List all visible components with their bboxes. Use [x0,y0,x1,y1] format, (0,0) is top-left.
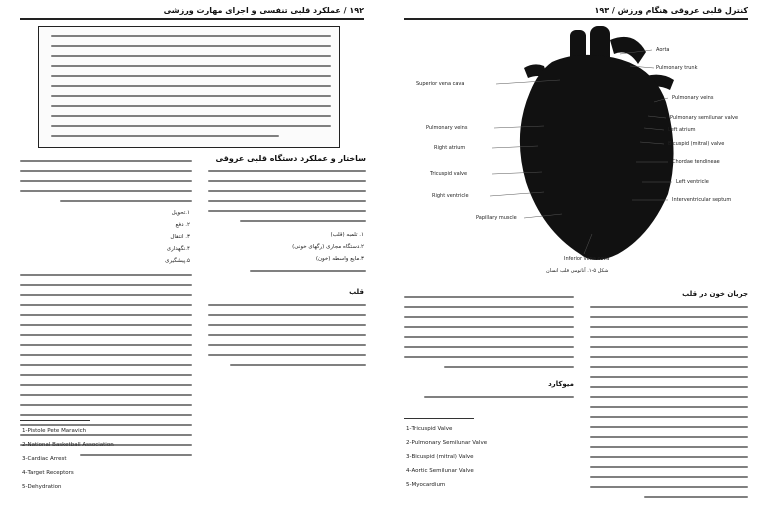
label-interventricular-septum: Interventricular septum [672,197,732,203]
text-line [590,426,748,428]
label-left-atrium: Left atrium [668,127,696,133]
text-line [590,416,748,418]
text-line [51,125,331,127]
list-item: ۱. تلمبه (قلب) [330,232,364,238]
footnote-num: 1 [22,428,26,434]
sidebar-box [38,26,340,148]
list-item: ۲.دستگاه مجاری (رگهای خونی) [292,244,364,250]
text-line [20,364,192,366]
text-line [51,95,331,97]
footnote: 3-Cardiac Arrest [22,456,67,462]
text-line [20,314,192,316]
text-line [208,180,366,182]
text-line [20,424,192,426]
text-line [51,115,331,117]
text-line [51,85,331,87]
text-line [60,200,192,202]
footnote-text: Pulmonary Semilunar Valve [411,440,488,446]
text-line [404,356,574,358]
text-line [208,170,366,172]
text-line [51,55,331,57]
text-line [590,346,748,348]
numbered-item: ۳. انتقال [170,234,190,240]
label-bicuspid-valve: Bicuspid (mitral) valve [668,141,725,147]
footnote: 1-Tricuspid Valve [406,426,453,432]
text-line [590,316,748,318]
text-line [20,304,192,306]
label-pulmonary-trunk: Pulmonary trunk [656,65,698,71]
text-line [51,35,331,37]
footnote-text: Pistole Pete Maravich [27,428,87,434]
text-line [404,316,574,318]
label-left-ventricle: Left ventricle [676,179,709,185]
text-line [20,394,192,396]
text-line [404,336,574,338]
header-rule [20,18,364,20]
right-page [384,0,768,508]
text-line [590,396,748,398]
text-line [250,270,366,272]
label-right-atrium: Right atrium [434,145,466,151]
text-line [208,334,366,336]
text-line [590,446,748,448]
text-line [444,366,574,368]
footnote: 1-Pistole Pete Maravich [22,428,87,434]
text-line [51,135,279,137]
text-line [208,314,366,316]
label-inferior-vena-cava: Inferior vena cava [564,256,610,262]
text-line [208,210,366,212]
footnote-num: 5 [22,484,26,490]
numbered-item: ۵.پیشگیری [165,258,190,264]
text-line [590,306,748,308]
footnote: 3-Bicuspid (mitral) Valve [406,454,474,460]
text-line [208,324,366,326]
text-line [51,75,331,77]
text-line [590,486,748,488]
footnote-text: Aortic Semilunar Valve [411,468,474,474]
text-line [404,296,574,298]
footnote: 2-National Basketball Association [22,442,114,448]
text-line [20,384,192,386]
footnote-text: Cardiac Arrest [27,456,67,462]
text-line [208,200,366,202]
header-rule [404,18,748,20]
text-line [424,396,574,398]
text-line [20,180,192,182]
footnote-rule [20,420,90,421]
text-line [20,354,192,356]
footnote-num: 2 [406,440,410,446]
numbered-item: ۴.نگهداری [166,246,190,252]
text-line [20,434,192,436]
text-line [590,436,748,438]
text-line [20,160,192,162]
footnote-text: Target Receptors [27,470,74,476]
text-line [208,190,366,192]
right-page-header: کنترل قلبی عروقی هنگام ورزش / ۱۹۳ [594,6,748,15]
label-pulmonary-semilunar-valve: Pulmonary semilunar valve [670,115,739,121]
label-aorta: Aorta [656,47,670,53]
subheading-heart: قلب [349,288,364,296]
text-line [590,386,748,388]
subheading-myocardium: میوکارد [548,380,574,388]
left-page-header: ۱۹۲ / عملکرد قلبی تنفسی و اجرای مهارت ورزشی [163,6,364,15]
footnote: 4-Target Receptors [22,470,74,476]
text-line [208,344,366,346]
text-line [20,374,192,376]
text-line [20,274,192,276]
text-line [20,294,192,296]
text-line [51,105,331,107]
footnote: 2-Pulmonary Semilunar Valve [406,440,488,446]
text-line [20,414,192,416]
footnote: 5-Myocardium [406,482,446,488]
list-item: ۳.مایع واسطه (خون) [315,256,364,262]
text-line [230,364,366,366]
footnote-num: 3 [22,456,26,462]
footnote: 4-Aortic Semilunar Valve [406,468,474,474]
label-right-ventricle: Right ventricle [432,193,469,199]
text-line [208,304,366,306]
footnote-text: National Basketball Association [27,442,114,448]
footnote-num: 4 [22,470,26,476]
text-line [20,324,192,326]
text-line [20,404,192,406]
label-pulmonary-veins-left: Pulmonary veins [426,125,468,131]
text-line [20,334,192,336]
text-line [20,190,192,192]
text-line [404,306,574,308]
numbered-item: ۲. دفع [175,222,190,228]
text-line [51,65,331,67]
footnote-text: Tricuspid Valve [411,426,453,432]
text-line [590,336,748,338]
label-papillary-muscle: Papillary muscle [476,215,517,221]
figure-caption: شکل ۵-۱. آناتومی قلب انسان [546,268,609,274]
label-pulmonary-veins-right: Pulmonary veins [672,95,714,101]
footnote-num: 1 [406,426,410,432]
text-line [20,170,192,172]
text-line [208,354,366,356]
section-heading: ساختار و عملکرد دستگاه قلبی عروقی [215,154,366,163]
label-chordae-tendineae: Chordae tendineae [672,159,720,165]
section-heading: جریان خون در قلب [682,290,748,298]
label-superior-vena-cava: Superior vena cava [416,81,465,87]
text-line [20,344,192,346]
text-line [404,346,574,348]
footnote-rule [404,418,474,419]
footnote-text: Bicuspid (mitral) Valve [411,454,474,460]
text-line [590,456,748,458]
text-line [644,496,748,498]
numbered-item: ۱.تحویل [171,210,190,216]
text-line [590,406,748,408]
text-line [590,356,748,358]
text-line [590,466,748,468]
footnote-num: 3 [406,454,410,460]
footnote-num: 5 [406,482,410,488]
footnote: 5-Dehydration [22,484,62,490]
text-line [240,220,366,222]
footnote-num: 4 [406,468,410,474]
text-line [590,366,748,368]
text-line [404,326,574,328]
label-tricuspid-valve: Tricuspid valve [430,171,468,177]
text-line [20,284,192,286]
text-line [590,476,748,478]
footnote-text: Dehydration [27,484,62,490]
text-line [80,454,192,456]
text-line [590,326,748,328]
footnote-num: 2 [22,442,26,448]
footnote-text: Myocardium [411,482,446,488]
text-line [590,376,748,378]
text-line [51,45,331,47]
